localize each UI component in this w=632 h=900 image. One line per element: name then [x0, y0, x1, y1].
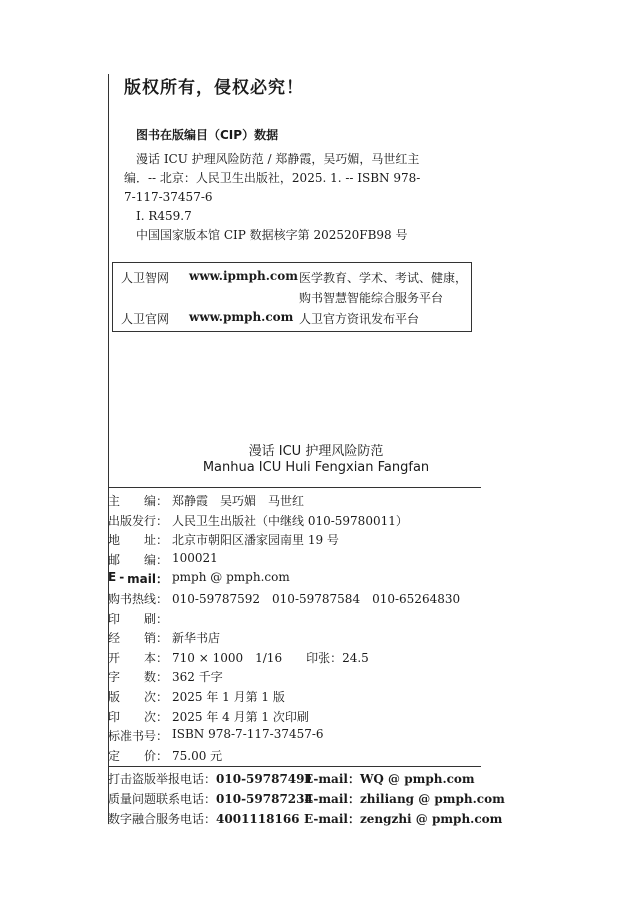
detail-email — [108, 570, 488, 590]
detail-value: 郑静霞 吴巧媚 马世红 — [172, 494, 305, 508]
contact-label: 质量问题联系电话： — [108, 792, 217, 806]
divider-top — [109, 487, 481, 488]
cip-classification: Ⅰ. R459.7 — [136, 209, 192, 223]
cip-line-2: 编．-- 北京：人民卫生出版社，2025. 1. -- ISBN 978- — [124, 171, 421, 185]
detail-key: 经 销： — [108, 631, 168, 646]
detail-key: 印 刷： — [108, 611, 168, 626]
cip-line-1: 漫话 ICU 护理风险防范 / 郑静霞，吴巧媚，马世红主 — [136, 152, 420, 166]
detail-value: 75.00 元 — [172, 748, 223, 763]
detail-key: 字 数： — [108, 670, 168, 685]
detail-value: ISBN 978-7-117-37457-6 — [172, 727, 324, 742]
cip-line-3: 7-117-37457-6 — [124, 190, 213, 204]
site-description: 医学教育、学术、考试、健康， — [299, 271, 468, 285]
detail-key: E - mail： — [108, 570, 168, 587]
contact-phone: 010-59787491 — [216, 772, 313, 786]
contact-phone: 010-59787234 — [216, 792, 313, 806]
website-box — [112, 262, 472, 332]
cip-record — [124, 150, 454, 245]
contact-piracy — [108, 770, 488, 787]
detail-price — [108, 747, 488, 767]
contact-email-label: E-mail： — [304, 792, 360, 806]
contact-quality — [108, 790, 505, 807]
site-url[interactable]: www.pmph.com — [189, 310, 294, 324]
site-description: 人卫官方资讯发布平台 — [299, 312, 420, 326]
contact-email[interactable]: WQ @ pmph.com — [359, 772, 475, 786]
detail-value: 100021 — [172, 550, 218, 565]
contact-label: 数字融合服务电话： — [108, 812, 217, 826]
book-title-pinyin: Manhua ICU Huli Fengxian Fangfan — [202, 460, 430, 475]
detail-value: 2025 年 4 月第 1 次印刷 — [172, 709, 309, 724]
site-name: 人卫智网 — [121, 271, 170, 285]
book-title-chinese: 漫话 ICU 护理风险防范 — [248, 444, 384, 459]
detail-key: 印 次： — [108, 709, 168, 724]
detail-address — [108, 531, 488, 551]
detail-publisher — [108, 512, 488, 532]
detail-value: 010-59787592 010-59787584 010-65264830 — [172, 591, 461, 606]
site-url[interactable]: www.ipmph.com — [189, 269, 298, 283]
detail-key: 主 编： — [108, 494, 168, 508]
detail-hotline — [108, 590, 488, 610]
contact-email[interactable]: zengzhi @ pmph.com — [359, 812, 503, 826]
detail-printing — [108, 708, 488, 728]
contact-email-group — [304, 810, 502, 827]
contact-digital — [108, 810, 503, 827]
detail-value: pmph @ pmph.com — [172, 570, 290, 585]
detail-edition — [108, 688, 488, 708]
cip-heading: 图书在版编目（CIP）数据 — [136, 128, 279, 142]
detail-format — [108, 649, 488, 669]
contact-email-label: E-mail： — [304, 812, 360, 826]
detail-value: 362 千字 — [172, 670, 223, 685]
detail-key: 购书热线： — [108, 591, 169, 606]
contact-email[interactable]: zhiliang @ pmph.com — [359, 792, 505, 806]
detail-value: 北京市朝阳区潘家园南里 19 号 — [172, 533, 339, 548]
detail-value: 2025 年 1 月第 1 版 — [172, 689, 285, 704]
contact-email-group — [304, 770, 475, 787]
detail-value: 710 × 1000 1/16 印张：24.5 — [172, 650, 369, 665]
site-name: 人卫官网 — [121, 312, 170, 326]
detail-key: 邮 编： — [108, 552, 168, 567]
contact-phone: 4001118166 — [216, 812, 300, 826]
contact-email-label: E-mail： — [304, 772, 360, 786]
detail-key: 地 址： — [108, 533, 168, 548]
detail-editor — [108, 492, 488, 512]
detail-distributor — [108, 629, 488, 649]
copyright-notice: 版权所有，侵权必究！ — [124, 78, 304, 98]
publication-details — [108, 492, 488, 766]
site-description: 购书智慧智能综合服务平台 — [299, 291, 444, 305]
detail-wordcount — [108, 668, 488, 688]
divider-bottom — [109, 766, 481, 767]
detail-printer — [108, 610, 488, 630]
detail-key: 定 价： — [108, 748, 168, 763]
detail-key: 标准书号： — [108, 729, 169, 744]
detail-value: 新华书店 — [172, 631, 221, 646]
detail-postcode — [108, 551, 488, 571]
detail-key: 出版发行： — [108, 513, 169, 528]
detail-key: 版 次： — [108, 689, 168, 704]
contact-email-group — [304, 790, 505, 807]
detail-isbn — [108, 727, 488, 747]
cip-verification: 中国国家版本馆 CIP 数据核字第 202520FB98 号 — [136, 228, 408, 242]
contact-label: 打击盗版举报电话： — [108, 772, 217, 786]
detail-key: 开 本： — [108, 650, 168, 665]
detail-value: 人民卫生出版社（中继线 010-59780011） — [172, 513, 408, 528]
